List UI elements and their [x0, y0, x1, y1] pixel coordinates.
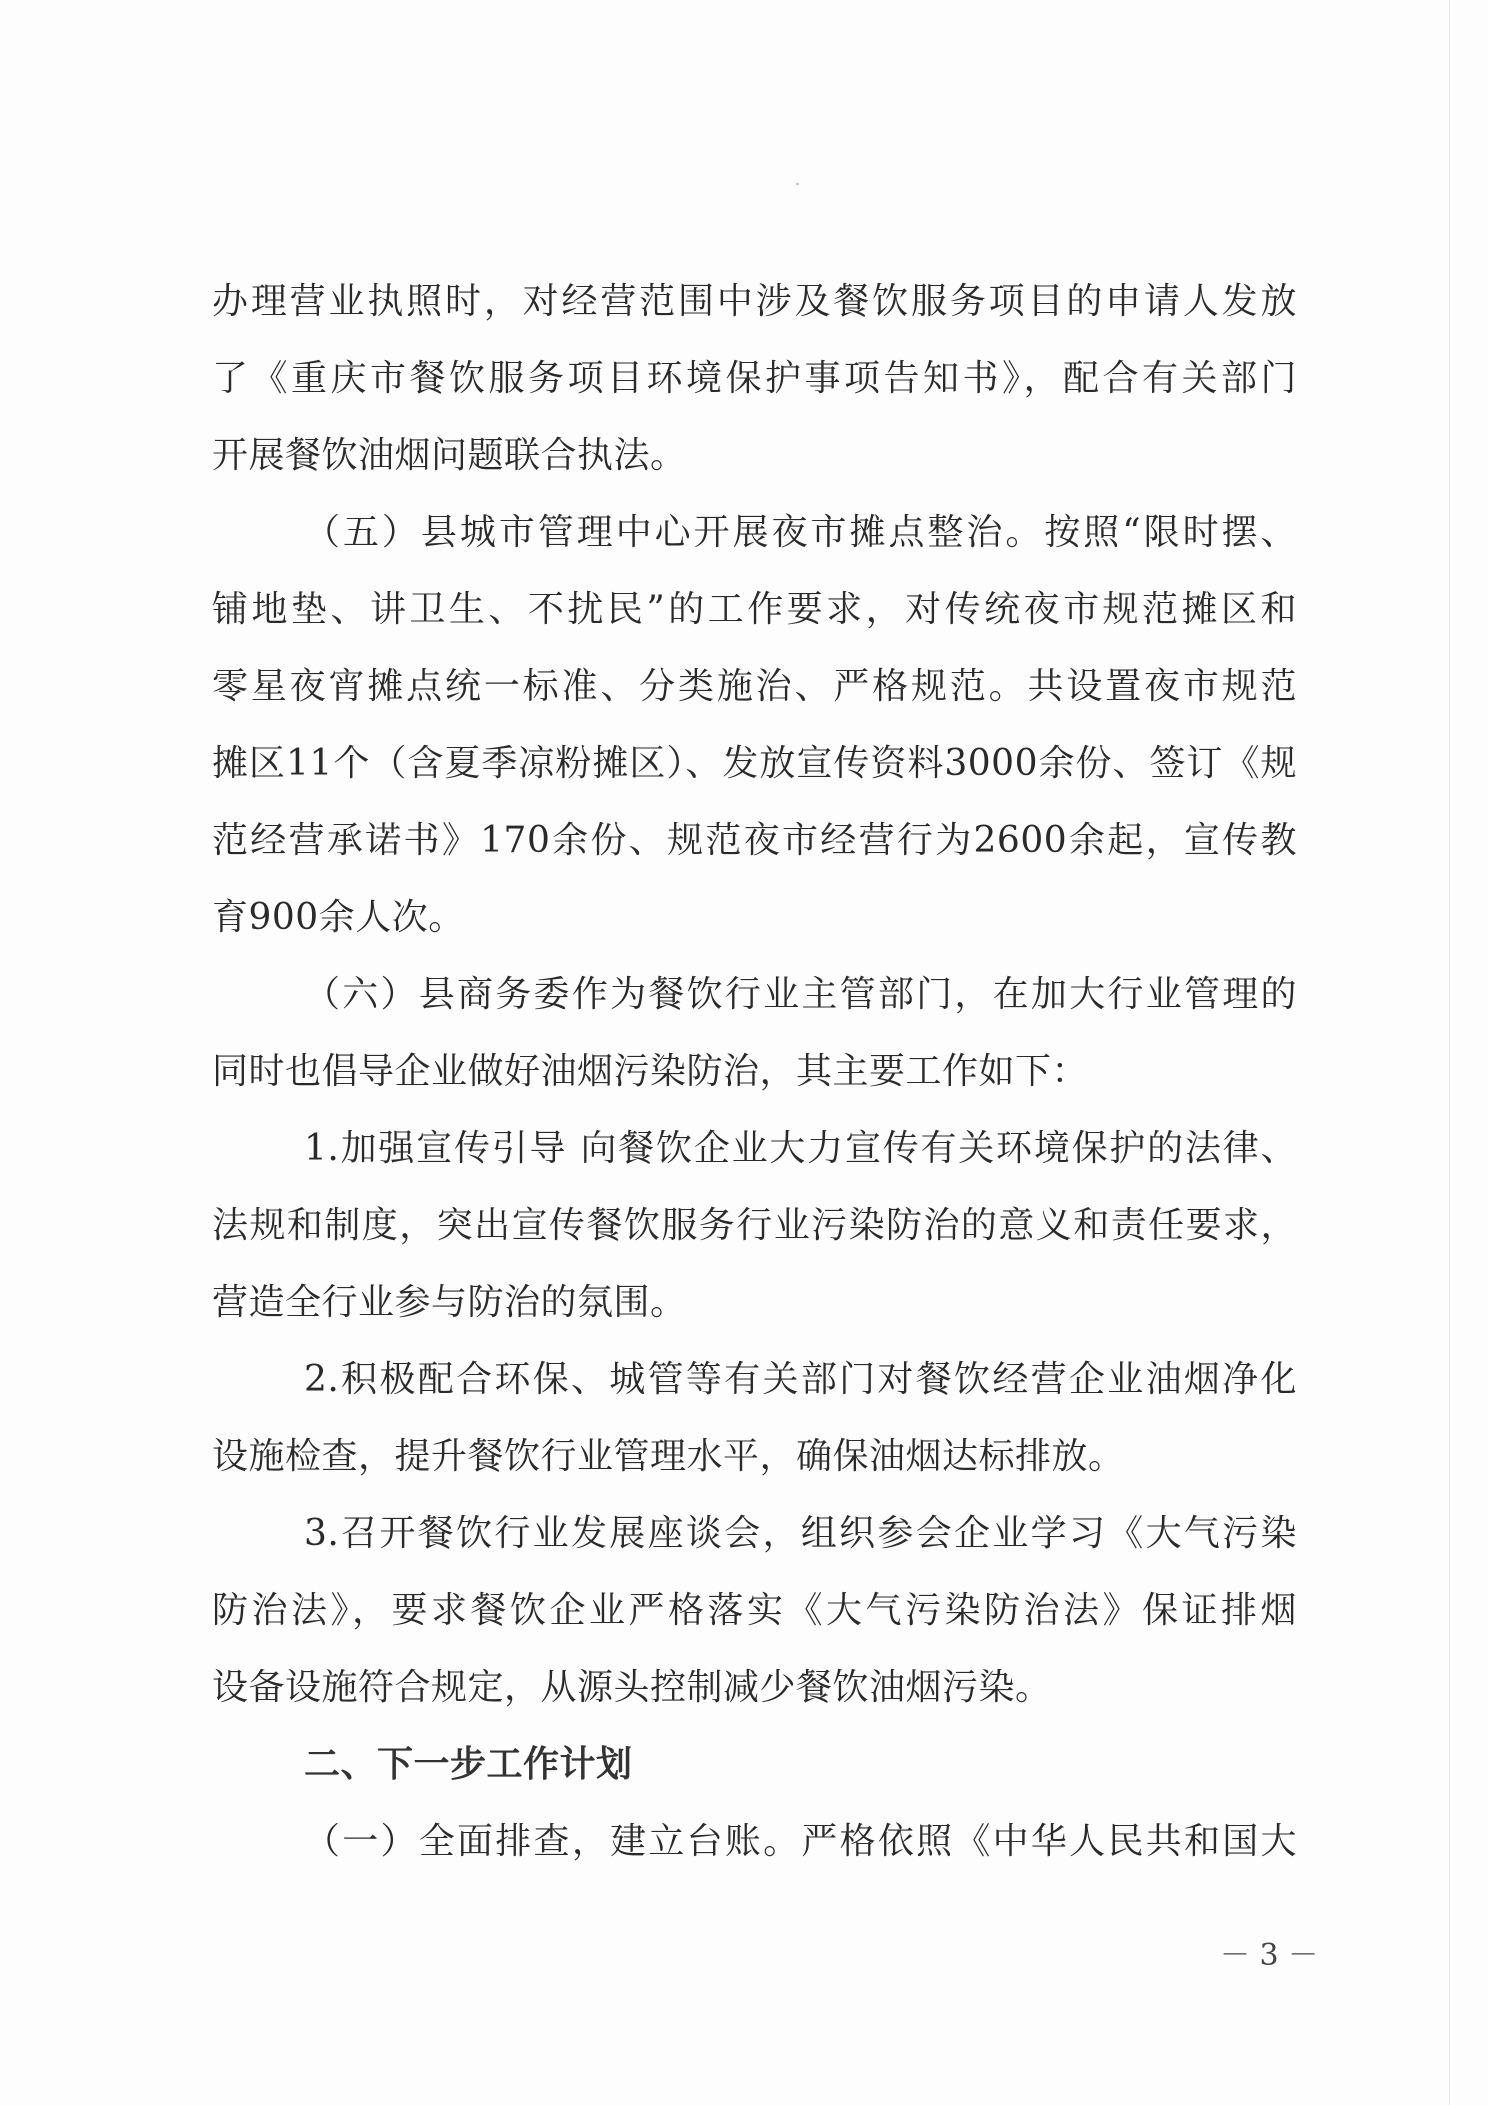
text-line: 同时也倡导企业做好油烟污染防治，其主要工作如下：	[212, 1051, 1089, 1092]
text-line: 设备设施符合规定，从源头控制减少餐饮油烟污染。	[212, 1667, 1052, 1708]
text-line: 了《重庆市餐饮服务项目环境保护事项告知书》，配合有关部门	[212, 358, 1297, 399]
page-number: － 3 －	[1220, 1938, 1319, 1973]
list-item-1: 1.加强宣传引导 向餐饮企业大力宣传有关环境保护的法律、	[304, 1128, 1297, 1169]
text-line: 范经营承诺书》170余份、规范夜市经营行为2600余起，宣传教	[212, 820, 1297, 861]
text-line: 育900余人次。	[212, 897, 465, 938]
text-line: 铺地垫、讲卫生、不扰民”的工作要求，对传统夜市规范摊区和	[212, 589, 1297, 630]
text-line: 摊区11个（含夏季凉粉摊区）、发放宣传资料3000余份、签订《规	[212, 743, 1297, 784]
list-item-2: 2.积极配合环保、城管等有关部门对餐饮经营企业油烟净化	[304, 1359, 1297, 1400]
section-heading: 二、下一步工作计划	[304, 1744, 633, 1785]
paragraph-start: （六）县商务委作为餐饮行业主管部门，在加大行业管理的	[304, 974, 1297, 1015]
scan-edge-line	[1449, 0, 1450, 2105]
text-line: 法规和制度，突出宣传餐饮服务行业污染防治的意义和责任要求，	[212, 1205, 1297, 1246]
text-line: 零星夜宵摊点统一标准、分类施治、严格规范。共设置夜市规范	[212, 666, 1297, 707]
list-item-3: 3.召开餐饮行业发展座谈会，组织参会企业学习《大气污染	[304, 1513, 1297, 1554]
body-text	[212, 263, 1297, 1880]
text-line: 开展餐饮油烟问题联合执法。	[212, 435, 687, 476]
text-line: 营造全行业参与防治的氛围。	[212, 1282, 687, 1323]
text-line: 设施检查，提升餐饮行业管理水平，确保油烟达标排放。	[212, 1436, 1125, 1477]
paragraph-start: （一）全面排查，建立台账。严格依照《中华人民共和国大	[304, 1821, 1297, 1862]
scan-speck	[796, 183, 799, 185]
text-line: 办理营业执照时，对经营范围中涉及餐饮服务项目的申请人发放	[212, 281, 1297, 322]
paragraph-start: （五）县城市管理中心开展夜市摊点整治。按照“限时摆、	[304, 512, 1297, 553]
text-line: 防治法》，要求餐饮企业严格落实《大气污染防治法》保证排烟	[212, 1590, 1297, 1631]
